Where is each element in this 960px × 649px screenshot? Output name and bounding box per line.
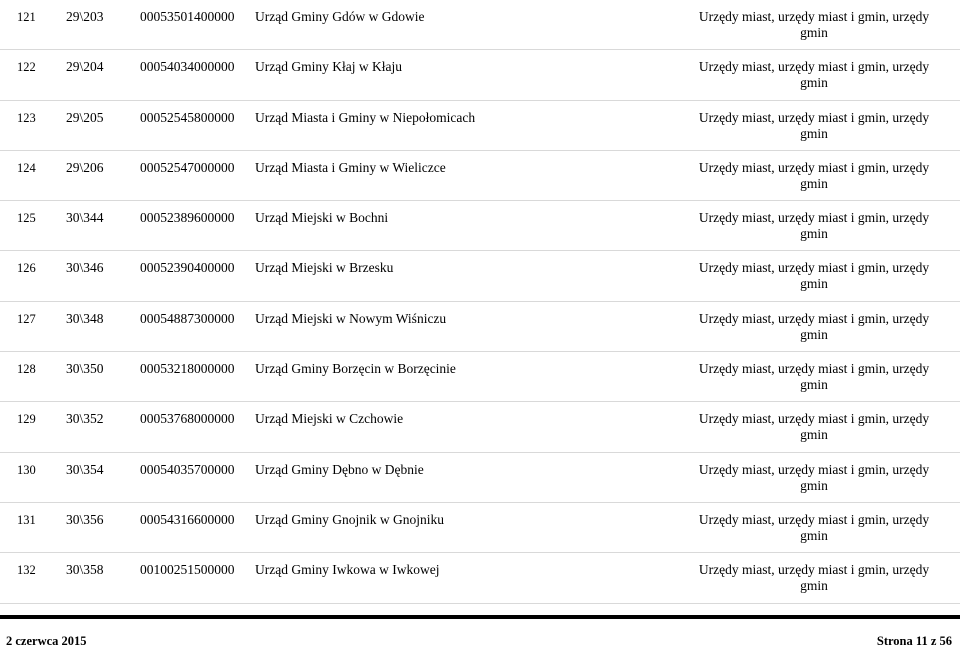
row-number: 124: [17, 160, 36, 175]
row-category: Urzędy miast, urzędy miast i gmin, urzędy gmin: [698, 260, 930, 292]
row-category: Urzędy miast, urzędy miast i gmin, urzędy gmin: [698, 511, 930, 543]
row-category: Urzędy miast, urzędy miast i gmin, urzędy gmin: [698, 411, 930, 443]
row-regon: 00054316600000: [140, 511, 235, 527]
table-row: [0, 503, 960, 553]
row-category: Urzędy miast, urzędy miast i gmin, urzędy gmin: [698, 9, 930, 40]
row-regon: 00054035700000: [140, 461, 235, 477]
table-row: [0, 201, 960, 251]
row-name: Urząd Gminy Iwkowa w Iwkowej: [255, 562, 440, 578]
row-name: Urząd Miejski w Czchowie: [255, 411, 404, 427]
row-number: 128: [17, 362, 36, 377]
row-name: Urząd Gminy Borzęcin w Borzęcinie: [255, 361, 456, 377]
row-code: 29\204: [66, 59, 104, 75]
row-number: 121: [17, 10, 36, 24]
row-number: 130: [17, 462, 36, 477]
row-code: 30\348: [66, 310, 104, 326]
row-code: 30\356: [66, 511, 104, 527]
row-number: 122: [17, 60, 36, 75]
table-row: [0, 251, 960, 301]
row-code: 30\350: [66, 361, 104, 377]
row-code: 29\206: [66, 159, 104, 175]
row-name: Urząd Miejski w Brzesku: [255, 260, 394, 276]
row-code: 30\352: [66, 411, 104, 427]
row-category: Urzędy miast, urzędy miast i gmin, urzędy gmin: [698, 210, 930, 242]
row-category: Urzędy miast, urzędy miast i gmin, urzędy gmin: [698, 159, 930, 191]
row-category: Urzędy miast, urzędy miast i gmin, urzędy gmin: [698, 310, 930, 342]
row-code: 30\346: [66, 260, 104, 276]
row-name: Urząd Gminy Gnojnik w Gnojniku: [255, 511, 444, 527]
row-regon: 00054887300000: [140, 310, 235, 326]
row-name: Urząd Gminy Dębno w Dębnie: [255, 461, 424, 477]
row-regon: 00052547000000: [140, 159, 235, 175]
table-row: [0, 101, 960, 151]
row-category: Urzędy miast, urzędy miast i gmin, urzędy gmin: [698, 461, 930, 493]
row-regon: 00053768000000: [140, 411, 235, 427]
row-regon: 00053501400000: [140, 9, 235, 24]
row-regon: 00053218000000: [140, 361, 235, 377]
row-code: 30\358: [66, 562, 104, 578]
row-number: 129: [17, 412, 36, 427]
row-name: Urząd Miejski w Bochni: [255, 210, 389, 226]
row-code: 30\344: [66, 210, 104, 226]
table-row: [0, 453, 960, 503]
footer-page-number: Strona 11 z 56: [876, 634, 952, 648]
footer-date: 2 czerwca 2015: [6, 634, 87, 648]
row-regon: 00052390400000: [140, 260, 235, 276]
table-row: [0, 553, 960, 603]
table-row: [0, 352, 960, 402]
row-name: Urząd Miejski w Nowym Wiśniczu: [255, 310, 447, 326]
row-regon: 00052545800000: [140, 109, 235, 125]
row-number: 132: [17, 563, 36, 578]
row-regon: 00054034000000: [140, 59, 235, 75]
row-number: 126: [17, 261, 36, 276]
row-category: Urzędy miast, urzędy miast i gmin, urzędy gmin: [698, 562, 930, 594]
row-category: Urzędy miast, urzędy miast i gmin, urzędy gmin: [698, 59, 930, 91]
table-row: [0, 402, 960, 452]
row-name: Urząd Gminy Kłaj w Kłaju: [255, 59, 402, 75]
footer-divider: [0, 615, 960, 619]
row-name: Urząd Gminy Gdów w Gdowie: [255, 9, 425, 24]
table-row: [0, 0, 960, 50]
row-number: 123: [17, 110, 36, 125]
row-category: Urzędy miast, urzędy miast i gmin, urzędy gmin: [698, 109, 930, 141]
table-row: [0, 302, 960, 352]
row-regon: 00100251500000: [140, 562, 235, 578]
row-code: 29\205: [66, 109, 104, 125]
row-number: 125: [17, 211, 36, 226]
row-category: Urzędy miast, urzędy miast i gmin, urzędy gmin: [698, 361, 930, 393]
row-code: 29\203: [66, 9, 104, 24]
table-row: [0, 50, 960, 100]
row-name: Urząd Miasta i Gminy w Wieliczce: [255, 159, 446, 175]
row-number: 131: [17, 512, 36, 527]
row-regon: 00052389600000: [140, 210, 235, 226]
row-name: Urząd Miasta i Gminy w Niepołomicach: [255, 109, 476, 125]
row-number: 127: [17, 311, 36, 326]
row-code: 30\354: [66, 461, 104, 477]
table-row: [0, 151, 960, 201]
